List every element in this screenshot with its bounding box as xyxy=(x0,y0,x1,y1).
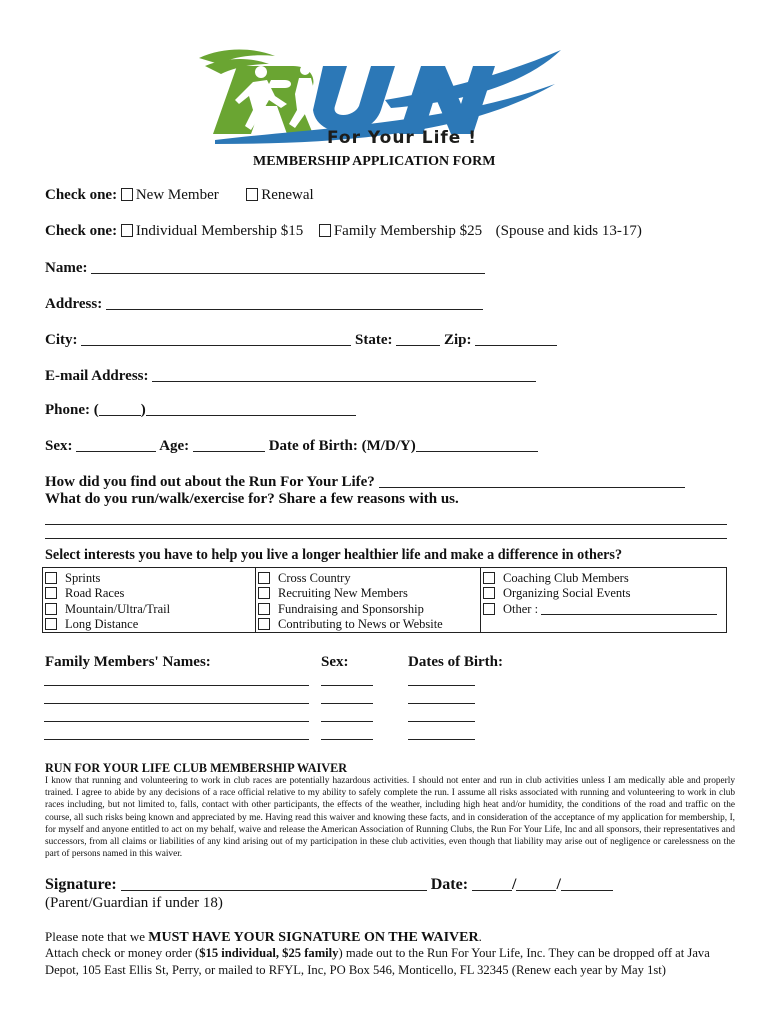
interest-option[interactable]: Long Distance xyxy=(45,617,170,632)
state-field[interactable] xyxy=(396,331,440,346)
exercise-answer-line-2[interactable] xyxy=(45,538,727,539)
family-sex-field[interactable] xyxy=(321,739,373,740)
logo-tagline: For Your Life ! xyxy=(327,128,477,148)
referral-question: How did you find out about the Run For Your Life? xyxy=(45,474,375,490)
date-day-field[interactable] xyxy=(516,876,556,891)
date-year-field[interactable] xyxy=(561,876,613,891)
interest-checkbox[interactable] xyxy=(483,572,495,584)
check-one-label-2: Check one: xyxy=(45,223,118,239)
phone-area-code-field[interactable] xyxy=(99,401,141,416)
individual-membership-checkbox[interactable] xyxy=(121,224,133,237)
city-field[interactable] xyxy=(81,331,351,346)
phone-label: Phone: ( xyxy=(45,402,99,418)
sex-label: Sex: xyxy=(45,438,73,454)
interest-checkbox[interactable] xyxy=(258,603,270,615)
family-dob-field[interactable] xyxy=(408,739,475,740)
interest-option[interactable]: Coaching Club Members xyxy=(483,571,717,586)
footer-line-1: Please note that we MUST HAVE YOUR SIGNATURE ON THE WAIVER. xyxy=(45,929,482,945)
check-one-label: Check one: xyxy=(45,187,118,203)
interest-checkbox[interactable] xyxy=(483,587,495,599)
guardian-note: (Parent/Guardian if under 18) xyxy=(45,895,223,911)
age-label: Age: xyxy=(159,438,190,454)
membership-type-row xyxy=(45,187,314,204)
membership-plan-row xyxy=(45,223,642,240)
interest-option[interactable]: Sprints xyxy=(45,571,170,586)
dob-field[interactable] xyxy=(416,437,538,452)
family-dob-header: Dates of Birth: xyxy=(408,654,503,670)
family-name-field[interactable] xyxy=(44,685,309,686)
interest-option[interactable]: Organizing Social Events xyxy=(483,586,717,601)
other-interest-field[interactable] xyxy=(541,603,717,615)
interests-box xyxy=(42,567,727,633)
form-title: MEMBERSHIP APPLICATION FORM xyxy=(253,154,496,169)
address-field[interactable] xyxy=(106,295,483,310)
waiver-text: I know that running and volunteering to work in club races are potentially hazardous activities. I should not enter and run in club activities unless I am medically able and properly trained. I agree to abide by any decisions of a race official relative to my ability to safely complete the run. I assume all risks associated with running and volunteering to work in club races including, but not limited to, falls, contact with other participants, the effects of the weather, including high heat and/or humidity, the conditions of the road and traffic on the course, all such risks being known and appreciated by me. Having read this waiver and knowing these facts, and in consideration of the acceptance of my application for membership, I, for myself and anyone entitled to act on my behalf, waive and release the American Association of Running Clubs, the Run For Your Life, Inc and all sponsors, their representatives and successors, from all claims or liabilities of any kind arising out of my participation in these club activities, even though that liability may arise out of negligence or carelessness on the part of persons named in this waiver. xyxy=(45,776,735,860)
email-row xyxy=(45,367,536,385)
name-row xyxy=(45,259,485,277)
sex-field[interactable] xyxy=(76,437,156,452)
interest-option[interactable]: Fundraising and Sponsorship xyxy=(258,602,443,617)
interest-checkbox[interactable] xyxy=(45,572,57,584)
family-membership-label: Family Membership $25 xyxy=(333,223,483,239)
email-label: E-mail Address: xyxy=(45,368,149,384)
footer-line-3: Depot, 105 East Ellis St, Perry, or mailed to RFYL, Inc, PO Box 546, Monticello, FL 32345 (Renew each year by May 1st) xyxy=(45,963,666,977)
name-field[interactable] xyxy=(91,259,485,274)
signature-row: Signature: Date: / / xyxy=(45,876,613,894)
family-sex-field[interactable] xyxy=(321,685,373,686)
signature-required-notice: MUST HAVE YOUR SIGNATURE ON THE WAIVER xyxy=(148,930,479,945)
phone-paren: ) xyxy=(140,402,146,418)
interests-column-3 xyxy=(483,571,717,617)
interest-option[interactable]: Contributing to News or Website xyxy=(258,617,443,632)
family-dob-field[interactable] xyxy=(408,685,475,686)
referral-question-row xyxy=(45,473,685,491)
signature-label: Signature: xyxy=(45,876,117,893)
family-membership-note: (Spouse and kids 13-17) xyxy=(495,223,642,239)
interest-option[interactable]: Mountain/Ultra/Trail xyxy=(45,602,170,617)
referral-answer-field[interactable] xyxy=(379,473,685,488)
interest-checkbox[interactable] xyxy=(45,618,57,630)
email-field[interactable] xyxy=(152,367,536,382)
phone-number-field[interactable] xyxy=(146,401,356,416)
family-sex-field[interactable] xyxy=(321,721,373,722)
new-member-label: New Member xyxy=(135,187,219,203)
interest-checkbox[interactable] xyxy=(45,603,57,615)
state-label: State: xyxy=(355,332,393,348)
interest-checkbox[interactable] xyxy=(45,587,57,599)
renewal-label: Renewal xyxy=(261,187,314,203)
age-field[interactable] xyxy=(193,437,265,452)
family-dob-field[interactable] xyxy=(408,703,475,704)
interest-option[interactable]: Cross Country xyxy=(258,571,443,586)
individual-membership-label: Individual Membership $15 xyxy=(135,223,304,239)
sex-age-dob-row xyxy=(45,437,538,455)
footer-line-2: Attach check or money order ($15 individual, $25 family) made out to the Run For Your Life, Inc. They can be dropped off at Java xyxy=(45,946,710,960)
address-row xyxy=(45,295,483,313)
phone-row xyxy=(45,401,356,419)
date-label: Date: xyxy=(430,876,469,893)
renewal-checkbox[interactable] xyxy=(246,188,258,201)
interests-heading: Select interests you have to help you live a longer healthier life and make a difference in others? xyxy=(45,547,623,563)
city-row xyxy=(45,331,557,349)
exercise-answer-line-1[interactable] xyxy=(45,524,727,525)
exercise-question: What do you run/walk/exercise for? Share a few reasons with us. xyxy=(45,491,459,507)
address-label: Address: xyxy=(45,296,103,312)
run-for-your-life-logo xyxy=(195,44,565,156)
family-name-field[interactable] xyxy=(44,703,309,704)
family-name-field[interactable] xyxy=(44,739,309,740)
family-sex-header: Sex: xyxy=(321,654,349,670)
city-label: City: xyxy=(45,332,78,348)
interests-column-1 xyxy=(45,571,170,633)
zip-field[interactable] xyxy=(475,331,557,346)
family-membership-checkbox[interactable] xyxy=(319,224,331,237)
interest-option[interactable]: Other : xyxy=(483,602,717,617)
interest-option[interactable]: Road Races xyxy=(45,586,170,601)
new-member-checkbox[interactable] xyxy=(121,188,133,201)
family-dob-field[interactable] xyxy=(408,721,475,722)
family-names-header: Family Members' Names: xyxy=(45,654,211,670)
waiver-title: RUN FOR YOUR LIFE CLUB MEMBERSHIP WAIVER xyxy=(45,761,348,775)
interest-checkbox[interactable] xyxy=(258,618,270,630)
dob-label: Date of Birth: (M/D/Y) xyxy=(268,438,416,454)
family-sex-field[interactable] xyxy=(321,703,373,704)
signature-field[interactable] xyxy=(121,876,427,891)
interests-column-2 xyxy=(258,571,443,633)
interest-checkbox[interactable] xyxy=(258,572,270,584)
interest-option[interactable]: Recruiting New Members xyxy=(258,586,443,601)
date-month-field[interactable] xyxy=(472,876,512,891)
name-label: Name: xyxy=(45,260,88,276)
interest-checkbox[interactable] xyxy=(258,587,270,599)
family-name-field[interactable] xyxy=(44,721,309,722)
zip-label: Zip: xyxy=(444,332,472,348)
interest-checkbox[interactable] xyxy=(483,603,495,615)
